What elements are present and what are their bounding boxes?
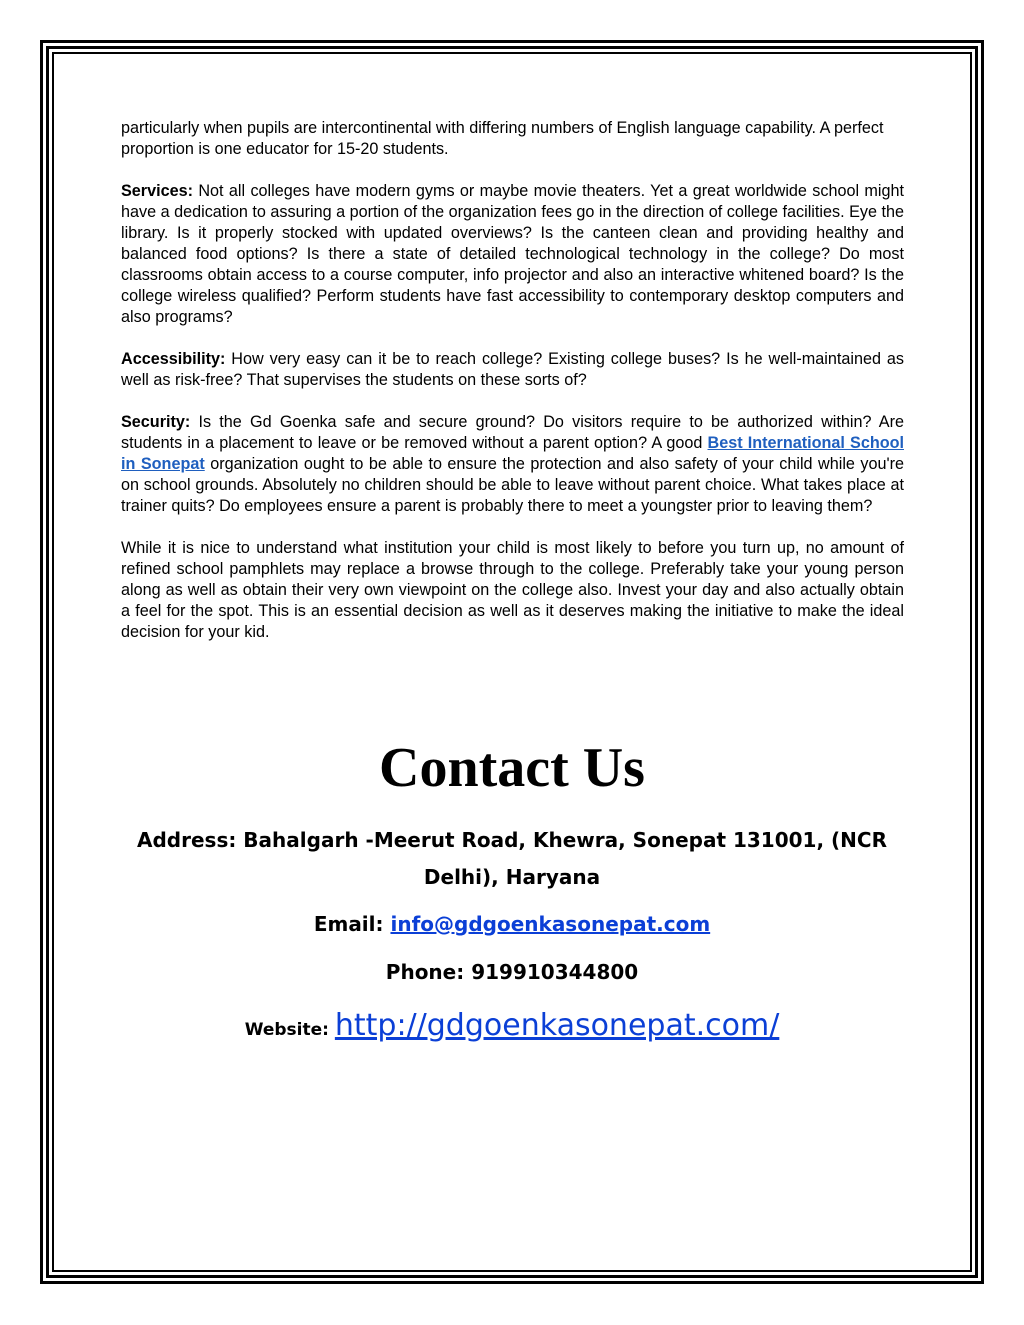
contact-address: Address: Bahalgarh -Meerut Road, Khewra, Sonepat 131001, (NCR Delhi), Haryana bbox=[137, 828, 887, 889]
security-text-2: organization ought to be able to ensure the protection and also safety of your child while you're on school grounds. Absolutely no children should be able to leave without parent choice. What takes place at trainer quits? Do employees ensure a parent is probably there to meet a youngster prior to leaving them? bbox=[121, 455, 904, 515]
article-body bbox=[121, 118, 904, 664]
website-link[interactable]: http://gdgoenkasonepat.com/ bbox=[334, 1008, 780, 1043]
email-link[interactable]: info@gdgoenkasonepat.com bbox=[390, 912, 711, 936]
paragraph-services bbox=[121, 181, 904, 328]
contact-website-line bbox=[60, 1000, 964, 1056]
paragraph-intro bbox=[121, 118, 904, 160]
best-international-school-link[interactable]: Best International School in Sonepat bbox=[121, 434, 904, 473]
contact-phone: Phone: 919910344800 bbox=[385, 960, 639, 984]
paragraph-accessibility bbox=[121, 349, 904, 391]
contact-email-line bbox=[60, 906, 964, 942]
website-label: Website: bbox=[244, 1020, 335, 1040]
security-label: Security: bbox=[121, 413, 191, 431]
contact-heading: Contact Us bbox=[379, 737, 645, 799]
paragraph-closing-text: While it is nice to understand what institution your child is most likely to before you turn up, no amount of refined school pamphlets may replace a browse through to the college. Preferably take your young person along as well as obtain their very own viewpoint on the college also. Invest your day and also actually obtain a feel for the spot. This is an essential decision as well as it deserves making the initiative to make the ideal decision for your kid. bbox=[121, 539, 904, 641]
services-text: Not all colleges have modern gyms or maybe movie theaters. Yet a great worldwide school might have a dedication to assuring a portion of the organization fees go in the direction of college facilities. Eye the library. Is it properly stocked with updated overviews? Is the canteen clean and providing healthy and balanced food options? Is there a state of detailed technological technology in the college? Do most classrooms obtain access to a course computer, info projector and also an interactive whitened board? Is the college wireless qualified? Perform students have fast accessibility to contemporary desktop computers and also programs? bbox=[121, 182, 904, 326]
accessibility-label: Accessibility: bbox=[121, 350, 226, 368]
paragraph-security bbox=[121, 412, 904, 517]
accessibility-text: How very easy can it be to reach college? Existing college buses? Is he well-maintained as well as risk-free? That supervises the students on these sorts of? bbox=[121, 350, 904, 389]
paragraph-closing bbox=[121, 538, 904, 643]
services-label: Services: bbox=[121, 182, 193, 200]
email-label: Email: bbox=[313, 912, 391, 936]
security-text-1: Is the Gd Goenka safe and secure ground? Do visitors require to be authorized within? Are students in a placement to leave or be removed without a parent option? A good bbox=[121, 413, 904, 452]
paragraph-intro-text: particularly when pupils are intercontinental with differing numbers of English language capability. A perfect proportion is one educator for 15-20 students. bbox=[121, 119, 884, 158]
